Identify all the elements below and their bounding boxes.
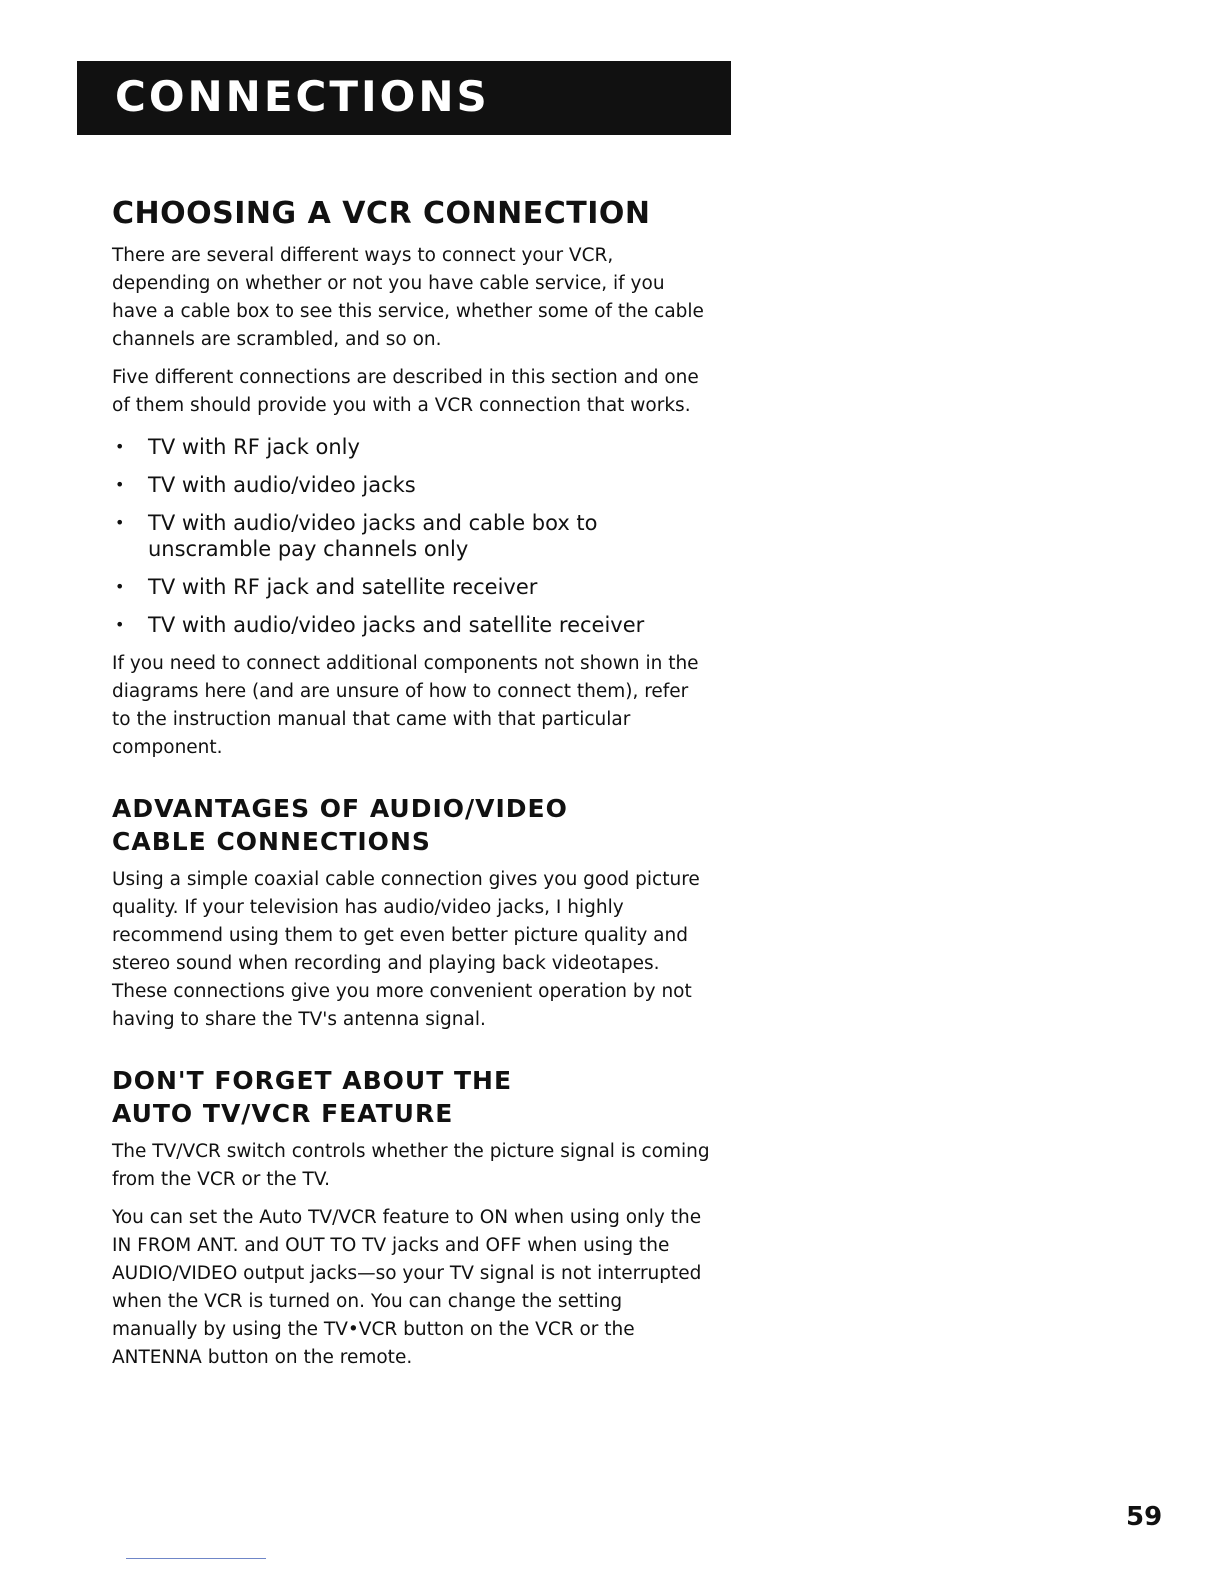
page-content: [112, 196, 712, 1372]
advantages-heading-line2: CABLE CONNECTIONS: [112, 827, 431, 856]
list-item-text: TV with audio/video jacks and cable box to unscramble pay channels only: [148, 511, 598, 561]
advantages-paragraph: Using a simple coaxial cable connection gives you good picture quality. If your television has audio/video jacks, I highly recommend using them to get even better picture quality and stereo sound when recording and playing back videotapes. These connections give you more convenient operation by not having to share the TV's antenna signal.: [112, 869, 700, 1030]
bullet-icon: •: [115, 615, 125, 634]
auto-tvvcr-heading-line1: DON'T FORGET ABOUT THE: [112, 1066, 513, 1095]
tvvcr-switch-paragraph: The TV/VCR switch controls whether the picture signal is coming from the VCR or the TV.: [112, 1141, 710, 1190]
page-number: 59: [1126, 1502, 1163, 1532]
five-connections-paragraph: Five different connections are described in this section and one of them should provide you with a VCR connection that works.: [112, 367, 699, 416]
choosing-connection-heading: CHOOSING A VCR CONNECTION: [112, 196, 651, 231]
list-item: [112, 472, 712, 498]
auto-tvvcr-setting-paragraph: You can set the Auto TV/VCR feature to ON when using only the IN FROM ANT. and OUT TO TV jacks and OFF when using the AUDIO/VIDEO output jacks—so your TV signal is not interrupted when the VCR is turned on. You can change the setting manually by using the TV•VCR button on the VCR or the ANTENNA button on the remote.: [112, 1207, 702, 1368]
auto-tvvcr-heading-line2: AUTO TV/VCR FEATURE: [112, 1099, 454, 1128]
bullet-icon: •: [115, 437, 125, 456]
connection-types-list: [112, 434, 712, 638]
list-item-text: TV with audio/video jacks and satellite receiver: [148, 613, 645, 637]
bullet-icon: •: [115, 577, 125, 596]
banner-title: CONNECTIONS: [115, 72, 490, 121]
list-item: [112, 612, 712, 638]
section-banner: [77, 61, 731, 135]
list-item: [112, 574, 712, 600]
list-item-text: TV with audio/video jacks: [148, 473, 416, 497]
list-item: [112, 510, 712, 562]
list-item-text: TV with RF jack only: [148, 435, 360, 459]
bullet-icon: •: [115, 475, 125, 494]
advantages-heading-line1: ADVANTAGES OF AUDIO/VIDEO: [112, 794, 568, 823]
scan-edge-line: [126, 1558, 266, 1559]
auto-tvvcr-heading: [112, 1064, 712, 1130]
list-item: [112, 434, 712, 460]
list-item-text: TV with RF jack and satellite receiver: [148, 575, 538, 599]
bullet-icon: •: [115, 513, 125, 532]
intro-paragraph: There are several different ways to connect your VCR, depending on whether or not you have cable service, if you have a cable box to see this service, whether some of the cable channels are scrambled, and so on.: [112, 245, 704, 350]
advantages-heading: [112, 792, 712, 858]
additional-components-paragraph: If you need to connect additional components not shown in the diagrams here (and are unsure of how to connect them), refer to the instruction manual that came with that particular component.: [112, 653, 699, 758]
